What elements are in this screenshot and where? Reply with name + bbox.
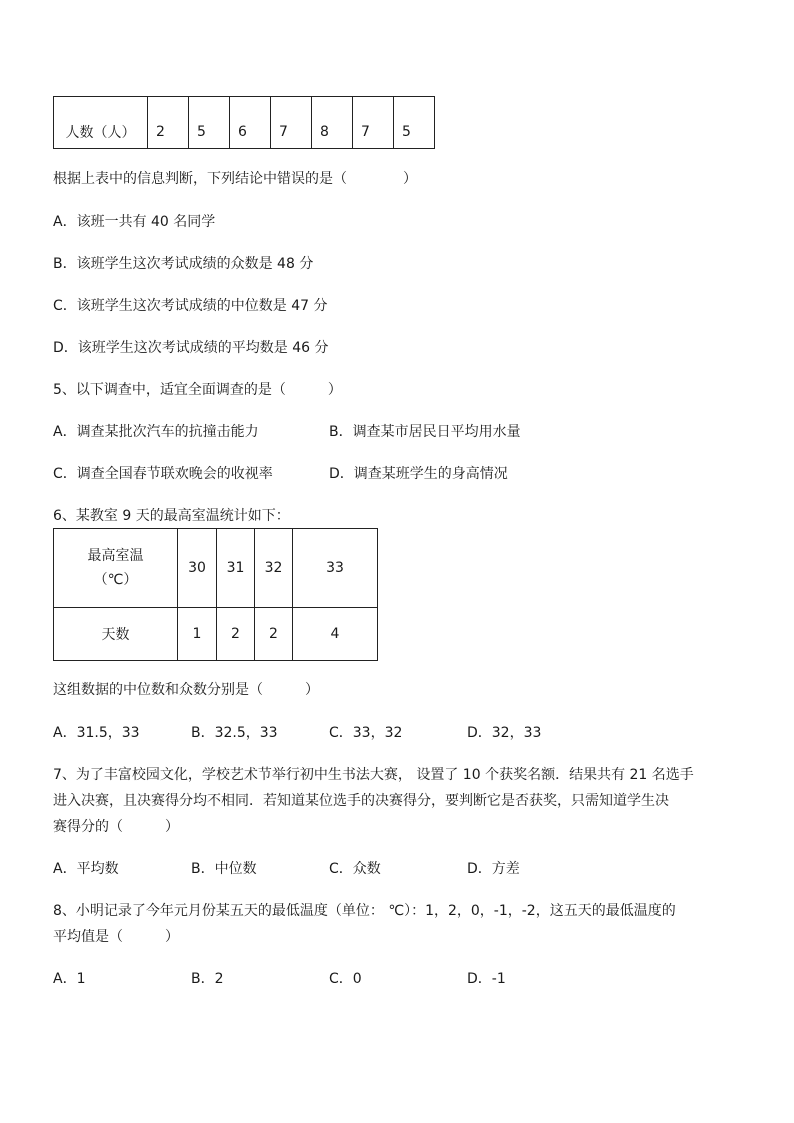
table-cell: 8 (312, 97, 353, 149)
q5-option-c: C．调查全国春节联欢晚会的收视率 (53, 466, 273, 482)
table-cell: 5 (394, 97, 435, 149)
q5-stem: 5、以下调查中，适宜全面调查的是（ ） (53, 382, 342, 398)
q6-stem: 6、某教室 9 天的最高室温统计如下： (53, 508, 290, 524)
table-cell: 2 (217, 608, 255, 661)
score-count-table (53, 96, 435, 149)
table-cell: 6 (230, 97, 271, 149)
q4-stem: 根据上表中的信息判断，下列结论中错误的是（ ） (53, 171, 417, 187)
q5-option-a: A．调查某批次汽车的抗撞击能力 (53, 424, 259, 440)
table-row (54, 97, 435, 149)
q5-option-b: B．调查某市居民日平均用水量 (329, 424, 521, 440)
q4-option-d: D．该班学生这次考试成绩的平均数是 46 分 (53, 340, 329, 356)
q7-option-b: B．中位数 (191, 861, 257, 877)
table-row-label (54, 529, 178, 608)
table-cell: 7 (271, 97, 312, 149)
q8-option-c: C．0 (329, 971, 362, 987)
q6-option-c: C．33，32 (329, 725, 403, 741)
q7-stem-line3: 赛得分的（ ） (53, 819, 179, 835)
table-cell: 33 (293, 529, 378, 608)
q6-option-b: B．32.5，33 (191, 725, 278, 741)
q6-option-a: A．31.5，33 (53, 725, 140, 741)
table-row (54, 529, 378, 608)
q8-stem-line1: 8、小明记录了今年元月份某五天的最低温度（单位： ℃）：1，2，0，-1，-2，这五天的最低温度的 (53, 903, 676, 919)
table-cell: 7 (353, 97, 394, 149)
table-cell: 30 (178, 529, 217, 608)
q7-option-d: D．方差 (467, 861, 520, 877)
table-cell: 2 (148, 97, 189, 149)
table-cell: 2 (255, 608, 293, 661)
table-cell: 32 (255, 529, 293, 608)
temperature-table (53, 528, 378, 661)
table-cell: 5 (189, 97, 230, 149)
q7-stem-line1: 7、为了丰富校园文化，学校艺术节举行初中生书法大赛， 设置了 10 个获奖名额．结果共有 21 名选手 (53, 767, 694, 783)
table-cell: 31 (217, 529, 255, 608)
q4-option-b: B．该班学生这次考试成绩的众数是 48 分 (53, 256, 314, 272)
q6-option-d: D．32，33 (467, 725, 542, 741)
q4-option-c: C．该班学生这次考试成绩的中位数是 47 分 (53, 298, 328, 314)
label-line: （℃） (93, 572, 138, 588)
q8-option-a: A．1 (53, 971, 86, 987)
q6-question: 这组数据的中位数和众数分别是（ ） (53, 682, 319, 698)
label-line: 最高室温 (87, 548, 144, 564)
table-row (54, 608, 378, 661)
table-row-label: 天数 (54, 608, 178, 661)
q5-option-d: D．调查某班学生的身高情况 (329, 466, 508, 482)
table-row-label: 人数（人） (54, 97, 148, 149)
q7-stem-line2: 进入决赛，且决赛得分均不相同．若知道某位选手的决赛得分，要判断它是否获奖，只需知道学生决 (53, 793, 669, 809)
q7-option-a: A．平均数 (53, 861, 119, 877)
q4-option-a: A．该班一共有 40 名同学 (53, 214, 216, 230)
q8-stem-line2: 平均值是（ ） (53, 929, 179, 945)
table-cell: 1 (178, 608, 217, 661)
q7-option-c: C．众数 (329, 861, 381, 877)
table-cell: 4 (293, 608, 378, 661)
q8-option-b: B．2 (191, 971, 224, 987)
q8-option-d: D．-1 (467, 971, 506, 987)
